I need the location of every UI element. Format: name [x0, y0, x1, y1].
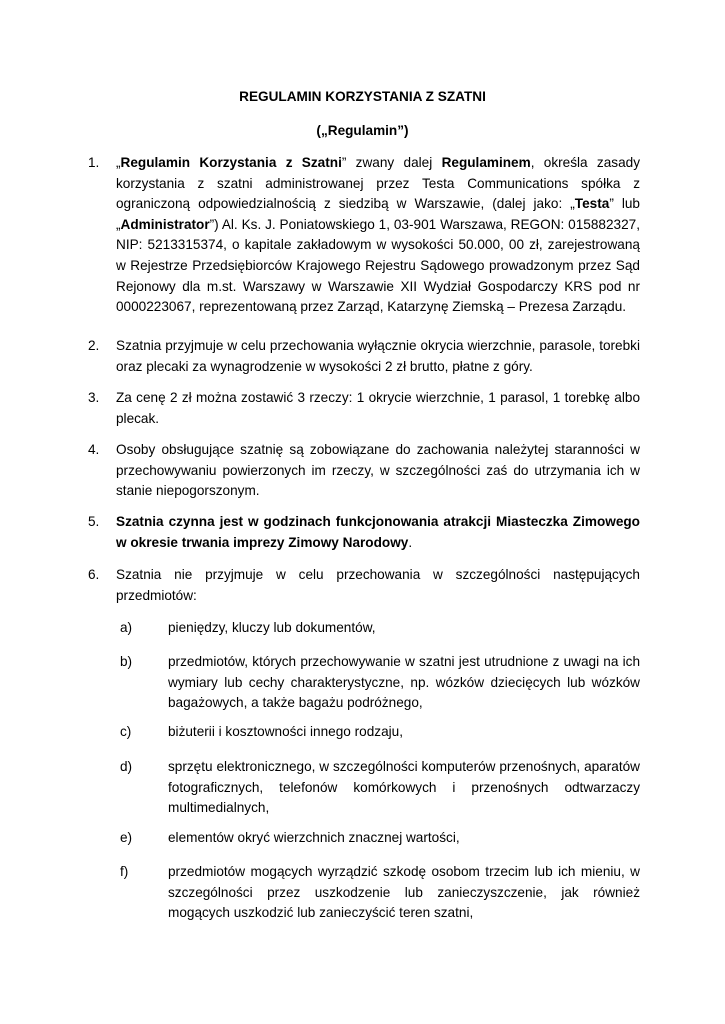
document-subtitle: („Regulamin”)	[316, 123, 409, 138]
sub-item-text: biżuterii i kosztowności innego rodzaju,	[168, 724, 403, 739]
item-text: Szatnia przyjmuje w celu przechowania wyłącznie okrycia wierzchnie, parasole, torebki oraz plecaki za wynagrodzenie w wysokości 2 zł brutto, płatne z góry.	[116, 338, 640, 374]
item-text: Osoby obsługujące szatnię są zobowiązane do zachowania należytej staranności w przechowywaniu powierzonych im rzeczy, w szczególności zaś do utrzymania ich w stanie niepogorszonym.	[116, 442, 640, 499]
item-text: Szatnia czynna jest w godzinach funkcjonowania atrakcji Miasteczka Zimowego w okresie trwania imprezy Zimowy Narodowy.	[116, 514, 640, 550]
item-number: 2.	[88, 338, 100, 353]
item-number: 1.	[88, 155, 100, 170]
item-number: 4.	[88, 442, 100, 457]
sub-item-label: a)	[120, 620, 133, 635]
item-text: Szatnia nie przyjmuje w celu przechowania w szczególności następujących przedmiotów:	[116, 567, 640, 603]
item-number: 3.	[88, 390, 100, 405]
sub-item-label: b)	[120, 654, 133, 669]
document-title: REGULAMIN KORZYSTANIA Z SZATNI	[239, 89, 486, 104]
sub-item-label: c)	[120, 724, 132, 739]
sub-item-text: przedmiotów mogących wyrządzić szkodę osobom trzecim lub ich mieniu, w szczególności przez uszkodzenie lub zanieczyszczenie, jak również mogących uszkodzić lub zanieczyścić teren szatni,	[168, 864, 640, 921]
sub-item-label: e)	[120, 830, 133, 845]
sub-item-text: pieniędzy, kluczy lub dokumentów,	[168, 620, 376, 635]
item-number: 6.	[88, 567, 100, 582]
item-number: 5.	[88, 514, 100, 529]
sub-item-label: f)	[120, 864, 129, 879]
item-text: „Regulamin Korzystania z Szatni” zwany dalej Regulaminem, określa zasady korzystania z szatni administrowanej przez Testa Communications spółka z ograniczoną odpowiedzialnością z siedzibą w Warszawie, (dalej jako: „Testa” lub „Administrator”) Al. Ks. J. Poniatowskiego 1, 03-901 Warszawa, REGON: 015882327, NIP: 5213315374, o kapitale zakładowym w wysokości 50.000, 00 zł, zarejestrowaną w Rejestrze Przedsiębiorców Krajowego Rejestru Sądowego prowadzonym przez Sąd Rejonowy dla m.st. Warszawy w Warszawie XII Wydział Gospodarczy KRS pod nr 0000223067, reprezentowaną przez Zarząd, Katarzynę Ziemską – Prezesa Zarządu.	[116, 155, 640, 315]
sub-item-text: sprzętu elektronicznego, w szczególności komputerów przenośnych, aparatów fotograficznych, telefonów komórkowych i przenośnych odtwarzaczy multimedialnych,	[168, 759, 640, 816]
sub-item-label: d)	[120, 759, 133, 774]
item-text: Za cenę 2 zł można zostawić 3 rzeczy: 1 okrycie wierzchnie, 1 parasol, 1 torebkę albo plecak.	[116, 390, 640, 426]
sub-item-text: przedmiotów, których przechowywanie w szatni jest utrudnione z uwagi na ich wymiary lub cechy charakterystyczne, np. wózków dziecięcych lub wózków bagażowych, a także bagażu podróżnego,	[168, 654, 640, 711]
sub-item-text: elementów okryć wierzchnich znacznej wartości,	[168, 830, 460, 845]
